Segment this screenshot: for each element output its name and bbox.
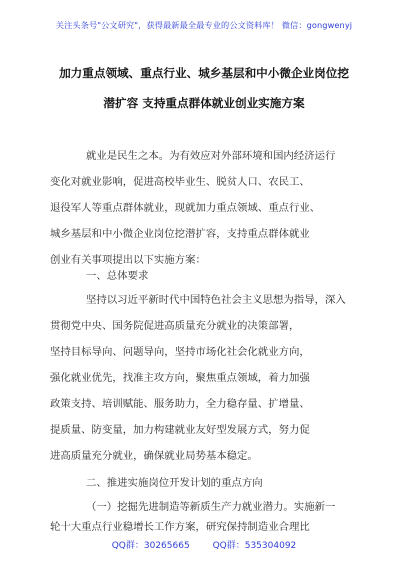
section-1-line-5: 政策支持、培训赋能、服务助力，全力稳存量、扩增量、 (50, 398, 310, 410)
section-1-line-4: 强化就业优先，找准主攻方向，聚焦重点领域，着力加强 (50, 372, 310, 384)
section-2-heading: 二、推进实施岗位开发计划的重点方向 (86, 477, 263, 489)
section-1-line-7: 进高质量充分就业，确保就业局势基本稳定。 (50, 450, 258, 462)
document-title-line-2: 潜扩容 支持重点群体就业创业实施方案 (103, 96, 305, 110)
intro-line-2: 变化对就业影响，促进高校毕业生、脱贫人口、农民工、 (50, 176, 310, 188)
intro-line-1: 就业是民生之本。为有效应对外部环境和国内经济运行 (86, 150, 336, 162)
document-title-line-1: 加力重点领域、重点行业、城乡基层和中小微企业岗位挖 (59, 66, 349, 80)
section-1-line-6: 提质量、防变量，加力构建就业友好型发展方式，努力促 (50, 424, 310, 436)
intro-line-5: 创业有关事项提出以下实施方案： (50, 254, 206, 266)
header-banner: 关注头条号"公文研究"，获得最新最全最专业的公文资料库！ 微信：gongwenyj (55, 20, 353, 30)
footer-qq-groups: QQ群：30265665 QQ群：535304092 (111, 541, 297, 551)
section-2-sub-line-2: 轮十大重点行业稳增长工作方案，研究保持制造业合理比 (50, 521, 310, 533)
section-1-line-1: 坚持以习近平新时代中国特色社会主义思想为指导，深入 (86, 294, 346, 306)
section-2-sub-line-1: （一）挖掘先进制造等新质生产力就业潜力。实施新一 (86, 501, 336, 513)
section-1-heading: 一、总体要求 (86, 270, 149, 282)
intro-line-3: 退役军人等重点群体就业，现就加力重点领域、重点行业、 (50, 202, 321, 214)
section-1-line-3: 坚持目标导向、问题导向，坚持市场化社会化就业方向， (50, 346, 310, 358)
intro-line-4: 城乡基层和中小微企业岗位挖潜扩容，支持重点群体就业 (50, 228, 310, 240)
section-1-line-2: 贯彻党中央、国务院促进高质量充分就业的决策部署， (50, 320, 300, 332)
